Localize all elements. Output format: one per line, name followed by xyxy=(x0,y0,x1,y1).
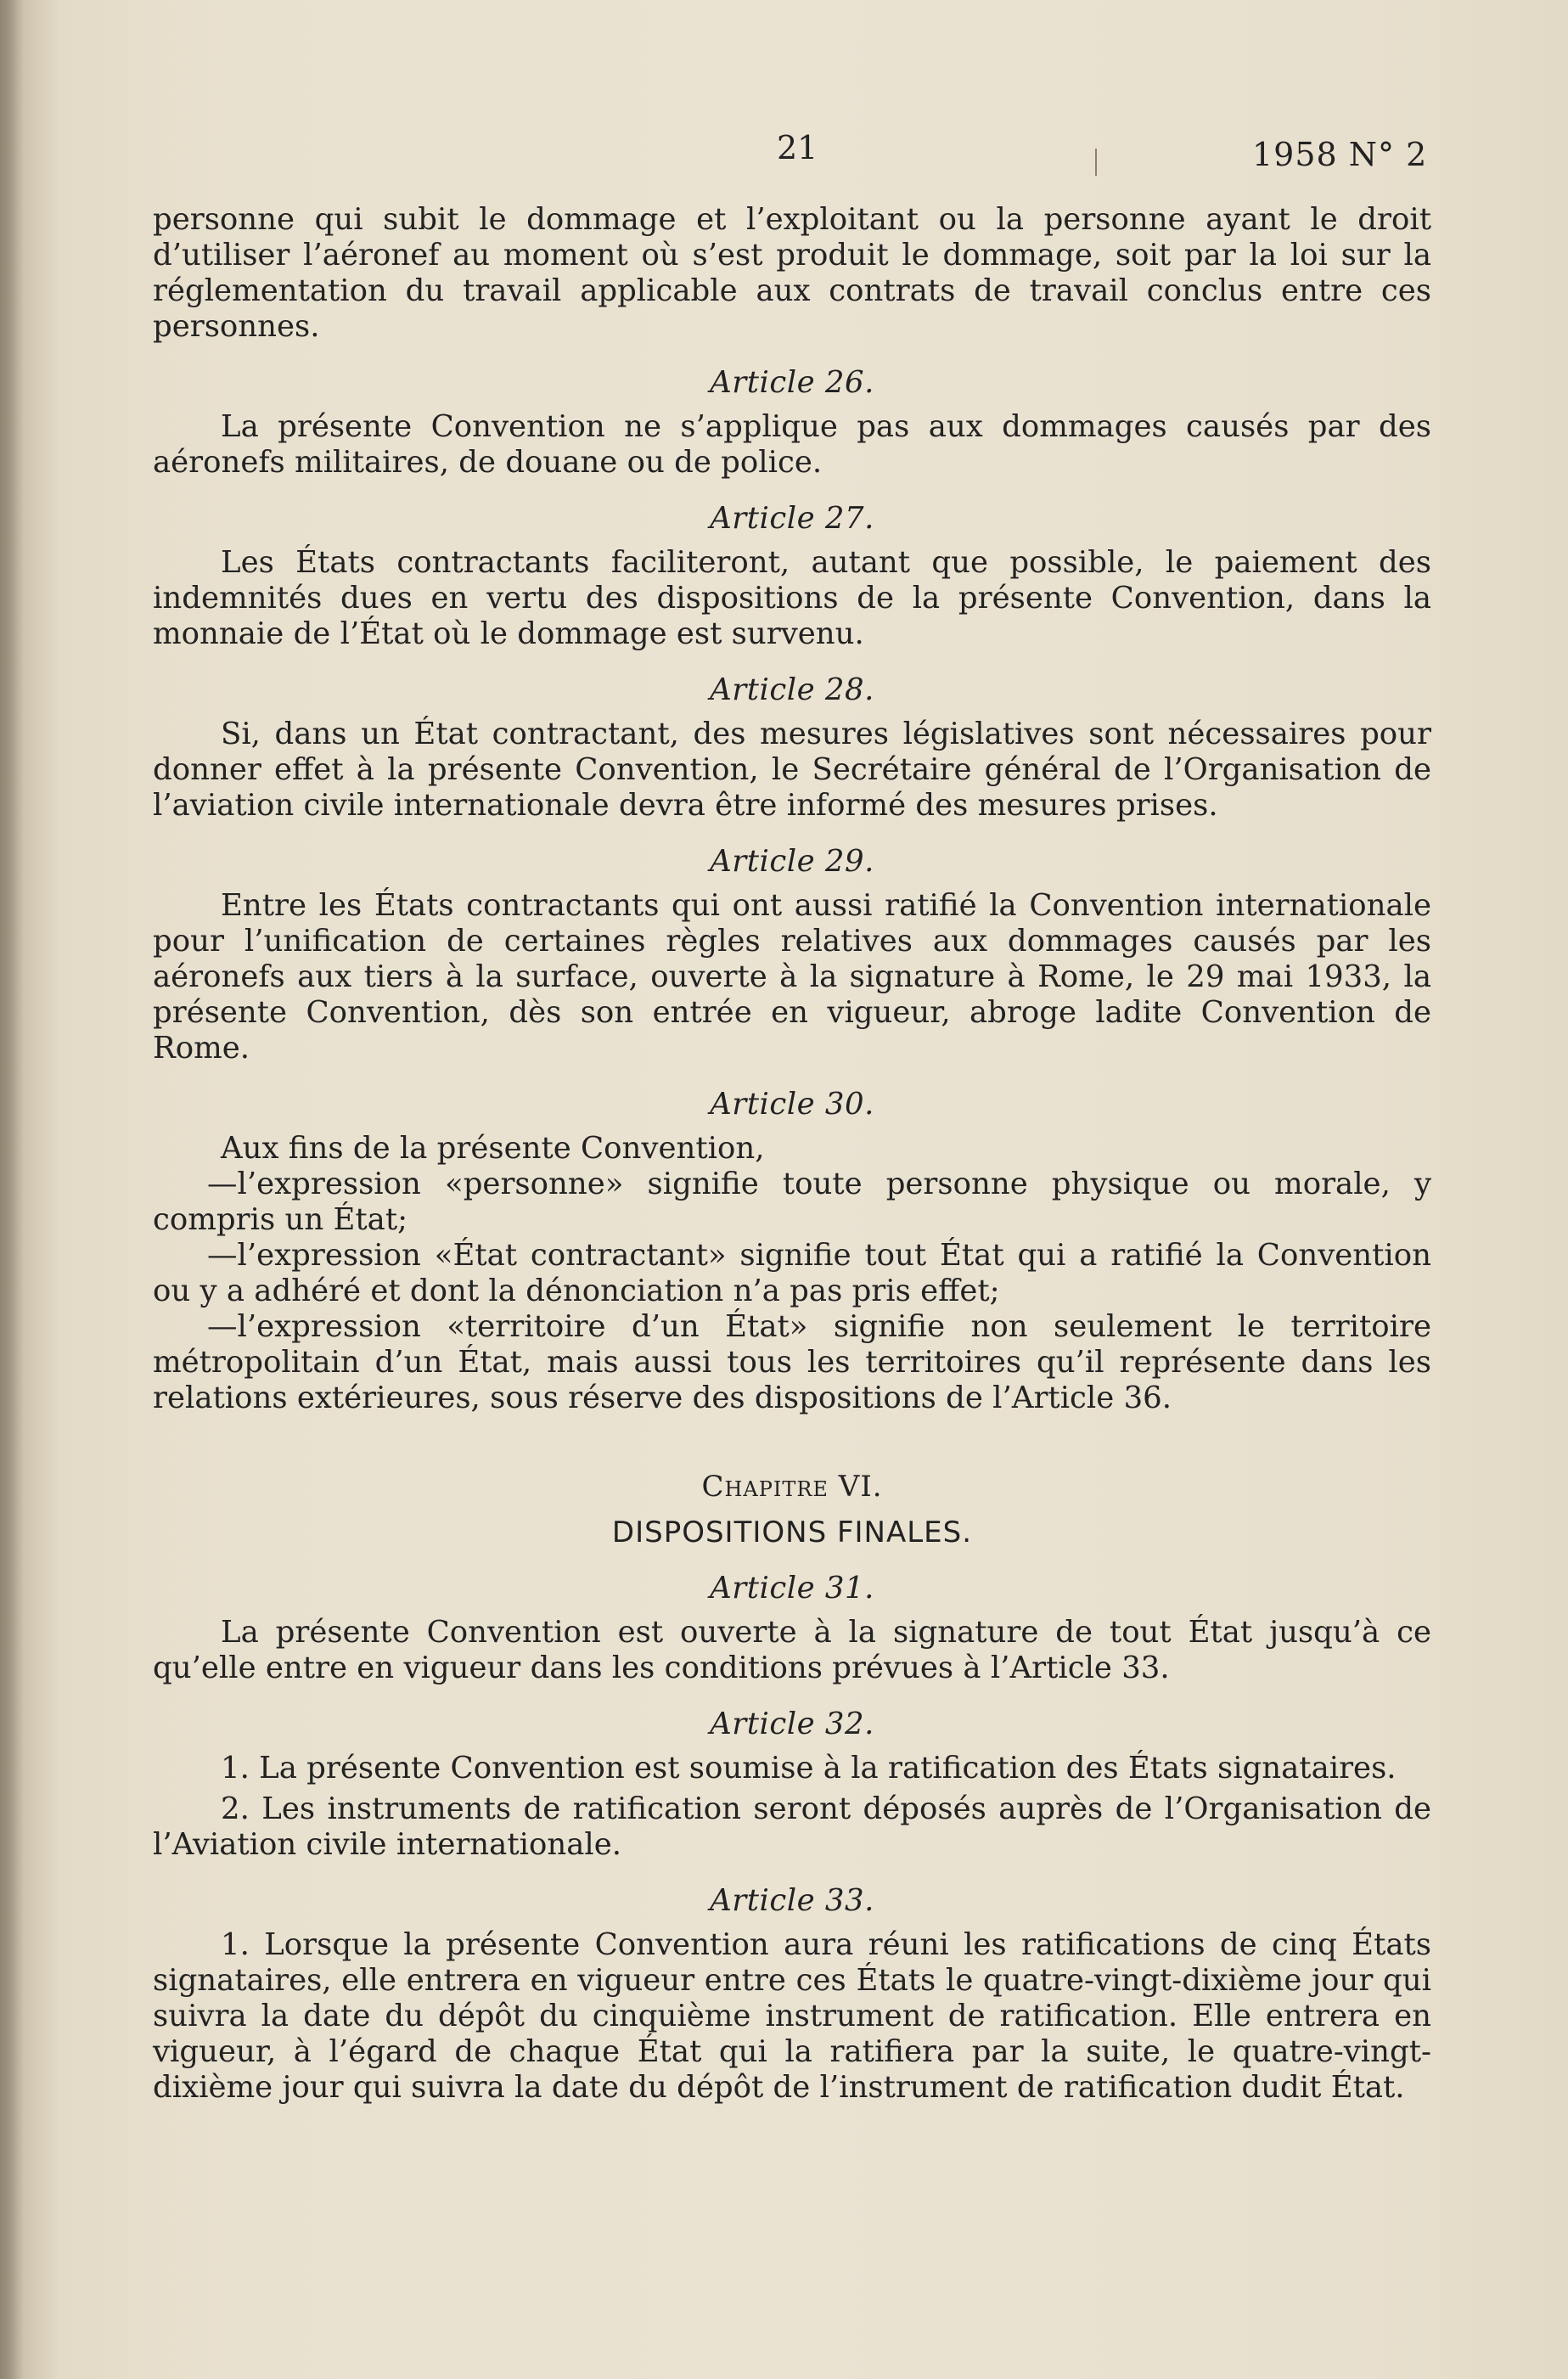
chapter-number: VI. xyxy=(838,1470,883,1504)
article-32-paragraph-2: 2. Les instruments de ratification seront déposés auprès de l’Organisation de l’Aviation civile internationale. xyxy=(153,1791,1431,1862)
article-26-text: La présente Convention ne s’applique pas aux dommages causés par des aéronefs militaires, de douane ou de police. xyxy=(153,409,1431,480)
page-header xyxy=(0,129,1568,180)
chapter-label: Chapitre xyxy=(701,1470,829,1504)
article-33-heading: Article 33. xyxy=(710,1883,874,1918)
chapter-title: DISPOSITIONS FINALES. xyxy=(611,1516,973,1549)
article-29-text: Entre les États contractants qui ont aussi ratifié la Convention internationale pour l’unification de certaines règles relatives aux dommages causés par les aéronefs aux tiers à la surface, ouverte à la signature à Rome, le 29 mai 1933, la présente Convention, dès son entrée en vigueur, abroge ladite Convention de Rome. xyxy=(153,888,1431,1066)
article-32-paragraph-1: 1. La présente Convention est soumise à la ratification des États signataires. xyxy=(221,1751,1397,1786)
article-27-heading: Article 27. xyxy=(710,501,874,536)
article-28-text: Si, dans un État contractant, des mesures législatives sont nécessaires pour donner effet à la présente Convention, le Secrétaire général de l’Organisation de l’aviation civile internationale devra être informé des mesures prises. xyxy=(153,717,1431,823)
article-32-heading: Article 32. xyxy=(710,1707,874,1741)
article-27-text: Les États contractants faciliteront, autant que possible, le paiement des indemnités dues en vertu des dispositions de la présente Convention, dans la monnaie de l’État où le dommage est survenu. xyxy=(153,545,1431,651)
article-29-heading: Article 29. xyxy=(710,844,874,879)
book-spine-shadow xyxy=(0,0,24,2379)
document-reference: 1958 N° 2 xyxy=(1252,136,1428,173)
article-26-heading: Article 26. xyxy=(710,365,874,400)
article-30-definition-etat-contractant: —l’expression «État contractant» signifie tout État qui a ratifié la Convention ou y a adhéré et dont la dénonciation n’a pas pris effet; xyxy=(153,1238,1431,1308)
article-30-definition-personne: —l’expression «personne» signifie toute personne physique ou morale, y compris un État; xyxy=(153,1167,1431,1237)
intro-paragraph: personne qui subit le dommage et l’exploitant ou la personne ayant le droit d’utiliser l’aéronef au moment où s’est produit le dommage, soit par la loi sur la réglementation du travail applicable aux contrats de travail conclus entre ces personnes. xyxy=(153,202,1431,344)
article-30-intro: Aux fins de la présente Convention, xyxy=(221,1131,765,1166)
page-number: 21 xyxy=(777,129,818,166)
article-30-heading: Article 30. xyxy=(710,1087,874,1122)
article-31-heading: Article 31. xyxy=(710,1571,874,1606)
page-body xyxy=(153,202,1431,2106)
chapter-heading xyxy=(153,1469,1431,1504)
article-31-text: La présente Convention est ouverte à la signature de tout État jusqu’à ce qu’elle entre en vigueur dans les conditions prévues à l’Article 33. xyxy=(153,1615,1431,1685)
article-28-heading: Article 28. xyxy=(710,672,874,707)
article-33-paragraph-1: 1. Lorsque la présente Convention aura réuni les ratifications de cinq États signataires, elle entrera en vigueur entre ces États le quatre-vingt-dixième jour qui suivra la date du dépôt du cinquième instrument de ratification. Elle entrera en vigueur, à l’égard de chaque État qui la ratifiera par la suite, le quatre-vingt-dixième jour qui suivra la date du dépôt de l’instrument de ratification dudit État. xyxy=(153,1927,1431,2105)
article-30-definition-territoire: —l’expression «territoire d’un État» signifie non seulement le territoire métropolitain d’un État, mais aussi tous les territoires qu’il représente dans les relations extérieures, sous réserve des dispositions de l’Article 36. xyxy=(153,1309,1431,1415)
